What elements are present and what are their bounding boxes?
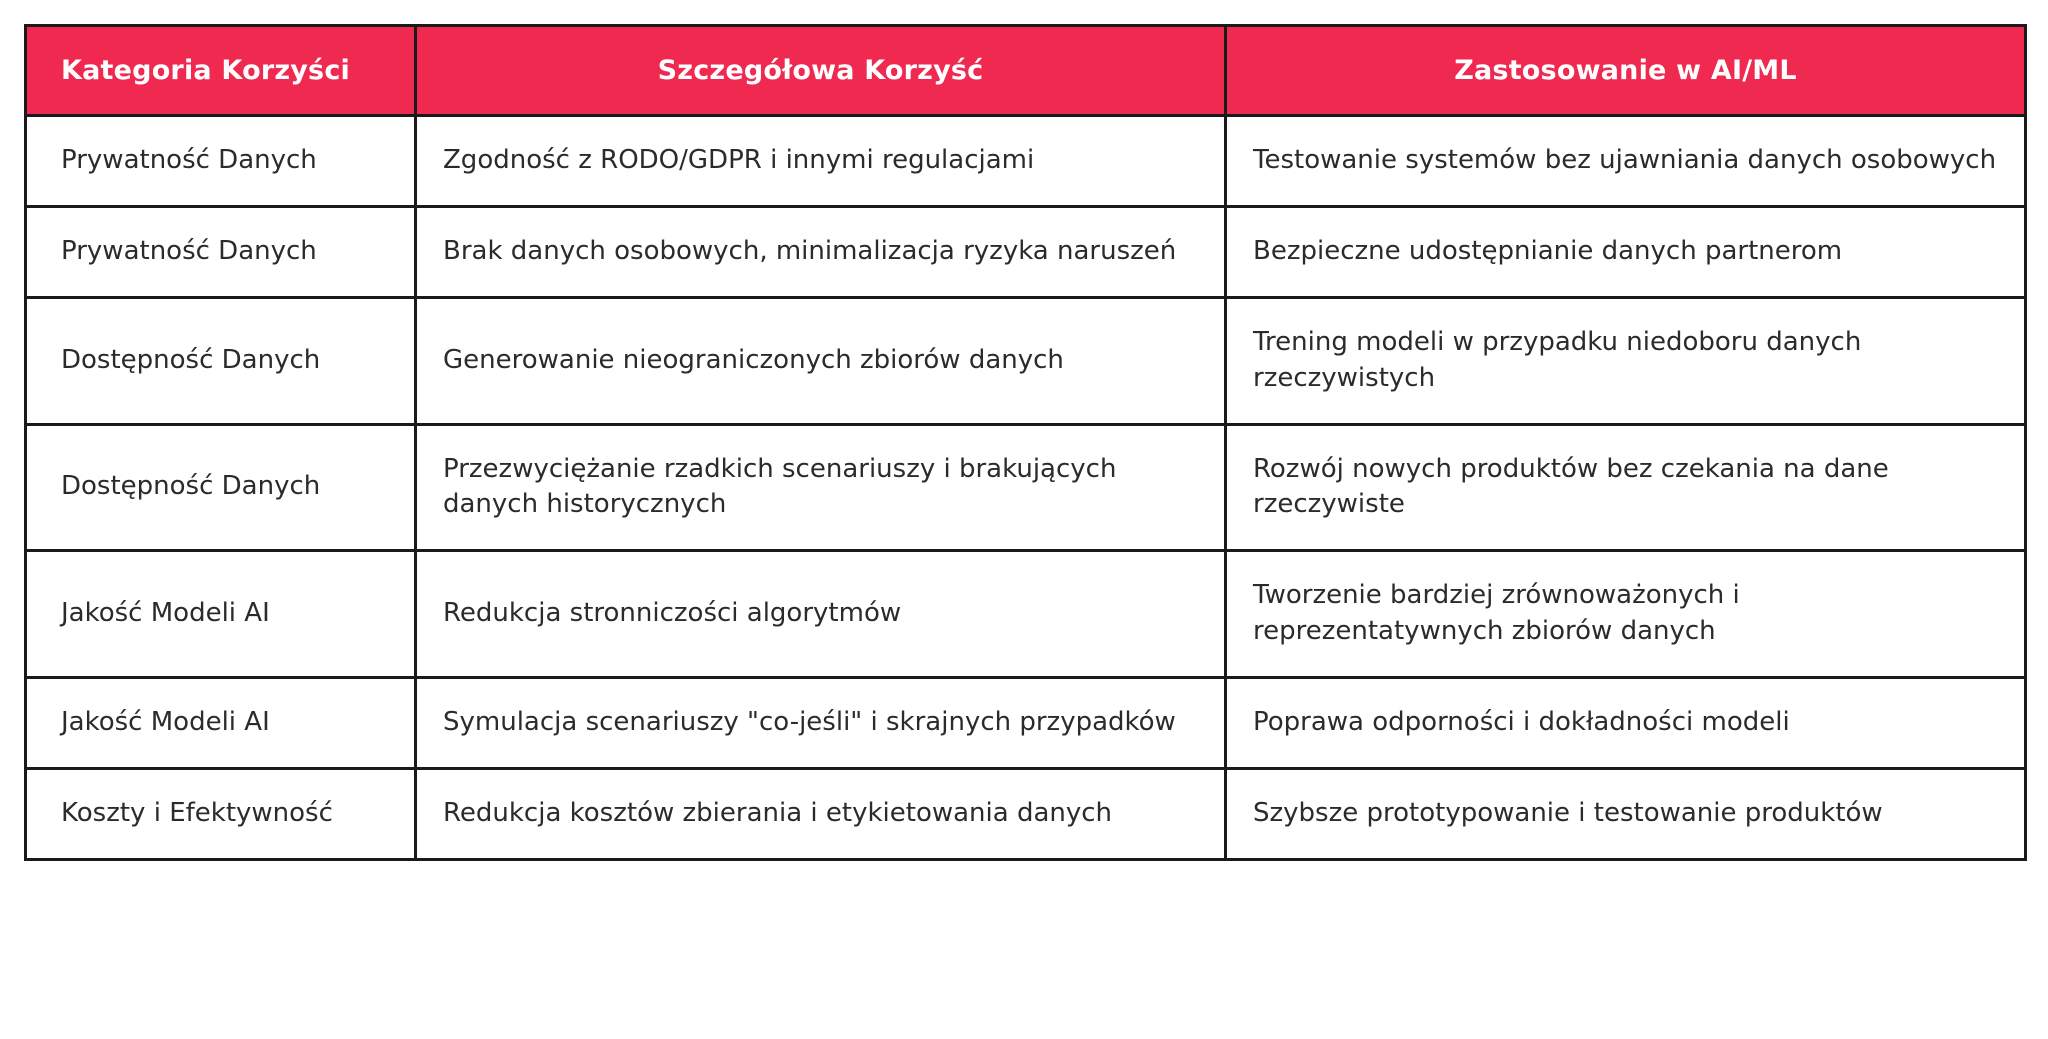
table-row: [26, 206, 2026, 297]
cell-benefit: Zgodność z RODO/GDPR i innymi regulacjami: [416, 116, 1226, 207]
table-row: [26, 768, 2026, 859]
cell-benefit: Redukcja kosztów zbierania i etykietowania danych: [416, 768, 1226, 859]
cell-application: Trening modeli w przypadku niedoboru danych rzeczywistych: [1226, 297, 2026, 424]
cell-category: Dostępność Danych: [26, 424, 416, 551]
cell-benefit: Przezwyciężanie rzadkich scenariuszy i brakujących danych historycznych: [416, 424, 1226, 551]
table-row: [26, 297, 2026, 424]
cell-application: Bezpieczne udostępnianie danych partnerom: [1226, 206, 2026, 297]
benefits-table: [24, 24, 2027, 861]
cell-category: Prywatność Danych: [26, 116, 416, 207]
cell-application: Testowanie systemów bez ujawniania danych osobowych: [1226, 116, 2026, 207]
table-row: [26, 424, 2026, 551]
cell-benefit: Generowanie nieograniczonych zbiorów danych: [416, 297, 1226, 424]
table-row: [26, 678, 2026, 769]
column-header-application: Zastosowanie w AI/ML: [1226, 26, 2026, 116]
cell-benefit: Brak danych osobowych, minimalizacja ryzyka naruszeń: [416, 206, 1226, 297]
column-header-benefit: Szczegółowa Korzyść: [416, 26, 1226, 116]
cell-category: Prywatność Danych: [26, 206, 416, 297]
cell-benefit: Symulacja scenariuszy "co-jeśli" i skrajnych przypadków: [416, 678, 1226, 769]
cell-application: Rozwój nowych produktów bez czekania na dane rzeczywiste: [1226, 424, 2026, 551]
cell-category: Jakość Modeli AI: [26, 551, 416, 678]
header-row: [26, 26, 2026, 116]
cell-category: Dostępność Danych: [26, 297, 416, 424]
table-header: [26, 26, 2026, 116]
cell-category: Jakość Modeli AI: [26, 678, 416, 769]
cell-application: Poprawa odporności i dokładności modeli: [1226, 678, 2026, 769]
table-body: [26, 116, 2026, 860]
cell-category: Koszty i Efektywność: [26, 768, 416, 859]
column-header-category: Kategoria Korzyści: [26, 26, 416, 116]
table-row: [26, 116, 2026, 207]
cell-application: Tworzenie bardziej zrównoważonych i reprezentatywnych zbiorów danych: [1226, 551, 2026, 678]
cell-application: Szybsze prototypowanie i testowanie produktów: [1226, 768, 2026, 859]
table-row: [26, 551, 2026, 678]
cell-benefit: Redukcja stronniczości algorytmów: [416, 551, 1226, 678]
